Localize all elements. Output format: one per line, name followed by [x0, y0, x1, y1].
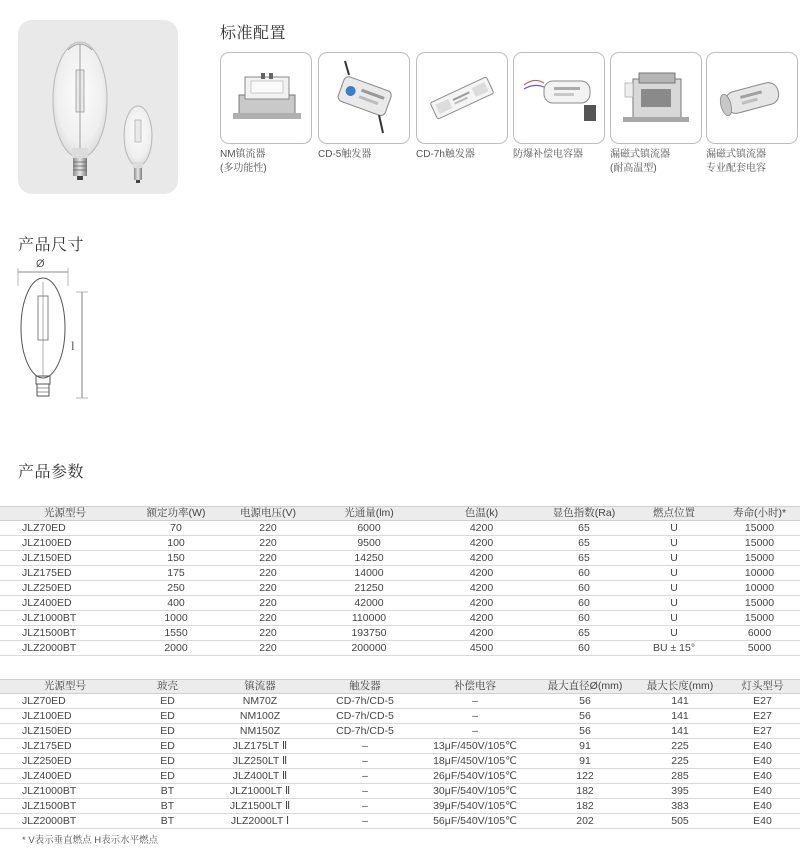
table-cell: 2000: [130, 641, 222, 656]
table-cell: 4200: [424, 551, 539, 566]
params-table-2-body: [0, 694, 800, 829]
table-cell: CD-7h/CD-5: [315, 694, 415, 709]
accessory-caption-nm-ballast: [220, 148, 316, 176]
table-cell: 30μF/540V/105℃: [415, 784, 535, 799]
table-cell: JLZ70ED: [0, 521, 130, 536]
table-row: [0, 551, 800, 566]
table-cell: 18μF/450V/105℃: [415, 754, 535, 769]
table-cell: 13μF/450V/105℃: [415, 739, 535, 754]
table-cell: JLZ2000BT: [0, 641, 130, 656]
table-cell: 220: [222, 521, 314, 536]
table-cell: JLZ400ED: [0, 769, 130, 784]
table-row: [0, 536, 800, 551]
accessory-caption-cd5-igniter: [318, 148, 414, 162]
table-cell: 9500: [314, 536, 424, 551]
col-header-max-length: 最大长度(mm): [635, 680, 725, 694]
col-header-lifetime: 寿命(小时)*: [719, 507, 800, 521]
table-cell: –: [415, 709, 535, 724]
table-cell: 14250: [314, 551, 424, 566]
table-cell: 14000: [314, 566, 424, 581]
caption-line-1: CD-7h触发器: [416, 149, 475, 160]
table-cell: BT: [130, 784, 205, 799]
lamp-outline-drawing: [14, 258, 94, 406]
table-cell: 56: [535, 709, 635, 724]
igniter-module-icon: [417, 53, 507, 143]
footnote: * V表示垂直燃点 H表示水平燃点: [22, 835, 159, 846]
table-cell: NM100Z: [205, 709, 315, 724]
col-header-burning-position: 燃点位置: [629, 507, 719, 521]
table-row: [0, 814, 800, 829]
table-cell: 10000: [719, 566, 800, 581]
table-row: [0, 626, 800, 641]
table-cell: 250: [130, 581, 222, 596]
col-header-capacitor: 补偿电容: [415, 680, 535, 694]
table-cell: 225: [635, 754, 725, 769]
col-header-bulb: 玻壳: [130, 680, 205, 694]
table-row: [0, 611, 800, 626]
table-cell: NM70Z: [205, 694, 315, 709]
table-cell: ED: [130, 694, 205, 709]
table-cell: NM150Z: [205, 724, 315, 739]
ballast-icon: [221, 53, 311, 143]
table-cell: JLZ1500LT Ⅱ: [205, 799, 315, 814]
table-cell: –: [315, 754, 415, 769]
diameter-symbol: Ø: [36, 258, 45, 270]
table-cell: 6000: [719, 626, 800, 641]
table-row: [0, 739, 800, 754]
table-cell: 220: [222, 641, 314, 656]
table-row: [0, 724, 800, 739]
table-row: [0, 596, 800, 611]
dimensions-title: 产品尺寸: [18, 237, 85, 254]
table-cell: U: [629, 626, 719, 641]
caption-line-2: (多功能性): [220, 163, 267, 174]
table-row: [0, 566, 800, 581]
table-cell: 65: [539, 536, 629, 551]
accessory-card-leakage-ballast[interactable]: [610, 52, 702, 144]
table-cell: JLZ1500BT: [0, 799, 130, 814]
table-cell: BT: [130, 799, 205, 814]
table-cell: 4200: [424, 521, 539, 536]
table-cell: 10000: [719, 581, 800, 596]
table-cell: –: [315, 799, 415, 814]
accessory-card-nm-ballast[interactable]: [220, 52, 312, 144]
table-cell: ED: [130, 769, 205, 784]
accessory-card-cd5-igniter[interactable]: [318, 52, 410, 144]
table-cell: –: [415, 694, 535, 709]
table-cell: 4200: [424, 611, 539, 626]
table-cell: 122: [535, 769, 635, 784]
table-cell: 65: [539, 521, 629, 536]
product-photo: [18, 20, 178, 194]
table-cell: 91: [535, 739, 635, 754]
accessory-caption-matching-capacitor: [706, 148, 800, 176]
accessory-card-matching-capacitor[interactable]: [706, 52, 798, 144]
table-row: [0, 784, 800, 799]
table-cell: –: [315, 739, 415, 754]
table-cell: 200000: [314, 641, 424, 656]
col-header-cri: 显色指数(Ra): [539, 507, 629, 521]
table-cell: 395: [635, 784, 725, 799]
col-header-flux: 光通量(lm): [314, 507, 424, 521]
table-row: [0, 754, 800, 769]
table-cell: 182: [535, 784, 635, 799]
table-cell: JLZ100ED: [0, 709, 130, 724]
table-cell: 4500: [424, 641, 539, 656]
table-cell: U: [629, 596, 719, 611]
table-row: [0, 694, 800, 709]
table-cell: 15000: [719, 536, 800, 551]
table-cell: 141: [635, 724, 725, 739]
igniter-icon: [319, 53, 409, 143]
table-cell: 285: [635, 769, 725, 784]
table-cell: 56: [535, 724, 635, 739]
col-header-max-diameter: 最大直径Ø(mm): [535, 680, 635, 694]
table-cell: 15000: [719, 551, 800, 566]
caption-line-2: 专业配套电容: [706, 163, 766, 174]
table-cell: 39μF/540V/105℃: [415, 799, 535, 814]
length-symbol: l: [71, 338, 75, 353]
table-cell: U: [629, 521, 719, 536]
table-cell: JLZ175LT Ⅱ: [205, 739, 315, 754]
table-cell: E40: [725, 784, 800, 799]
table-cell: 70: [130, 521, 222, 536]
table-cell: U: [629, 581, 719, 596]
table-cell: 15000: [719, 596, 800, 611]
params-table-1: [0, 506, 800, 656]
table-cell: 225: [635, 739, 725, 754]
col-header-base-type: 灯头型号: [725, 680, 800, 694]
table-cell: JLZ70ED: [0, 694, 130, 709]
table-cell: –: [315, 769, 415, 784]
table-cell: JLZ1000LT Ⅱ: [205, 784, 315, 799]
table-cell: 110000: [314, 611, 424, 626]
table-cell: JLZ400ED: [0, 596, 130, 611]
table-cell: 193750: [314, 626, 424, 641]
table-cell: 6000: [314, 521, 424, 536]
table-cell: 400: [130, 596, 222, 611]
table-row: [0, 709, 800, 724]
table-cell: 65: [539, 626, 629, 641]
table-cell: ED: [130, 739, 205, 754]
table-cell: JLZ250LT Ⅱ: [205, 754, 315, 769]
table-header-row: [0, 680, 800, 694]
table-cell: 1550: [130, 626, 222, 641]
table-cell: 60: [539, 641, 629, 656]
capacitor-icon: [514, 53, 604, 143]
table-cell: JLZ400LT Ⅱ: [205, 769, 315, 784]
table-cell: CD-7h/CD-5: [315, 724, 415, 739]
caption-line-2: (耐高温型): [610, 163, 657, 174]
table-cell: U: [629, 611, 719, 626]
table-row: [0, 581, 800, 596]
table-cell: JLZ1000BT: [0, 784, 130, 799]
caption-line-1: NM镇流器: [220, 149, 266, 160]
col-header-power: 额定功率(W): [130, 507, 222, 521]
accessory-card-capacitor[interactable]: [513, 52, 605, 144]
table-cell: 141: [635, 694, 725, 709]
table-cell: 220: [222, 596, 314, 611]
table-cell: 60: [539, 581, 629, 596]
table-cell: BT: [130, 814, 205, 829]
table-cell: JLZ150ED: [0, 724, 130, 739]
table-cell: 4200: [424, 626, 539, 641]
table-cell: JLZ1500BT: [0, 626, 130, 641]
accessory-caption-leakage-ballast: [610, 148, 706, 176]
table-cell: 4200: [424, 581, 539, 596]
table-cell: 4200: [424, 536, 539, 551]
table-cell: –: [415, 724, 535, 739]
table-cell: 56: [535, 694, 635, 709]
table-cell: 60: [539, 596, 629, 611]
col-header-igniter: 触发器: [315, 680, 415, 694]
table-cell: E40: [725, 799, 800, 814]
table-cell: 60: [539, 611, 629, 626]
matching-capacitor-icon: [707, 53, 797, 143]
table-header-row: [0, 507, 800, 521]
lamp-dimension-diagram: [14, 258, 94, 406]
metal-halide-lamps-illustration: [18, 20, 178, 194]
caption-line-1: 漏磁式镇流器: [706, 149, 766, 160]
table-cell: E27: [725, 694, 800, 709]
table-cell: 4200: [424, 566, 539, 581]
params-table-2: [0, 679, 800, 829]
table-cell: ED: [130, 724, 205, 739]
table-cell: 15000: [719, 521, 800, 536]
table-cell: 65: [539, 551, 629, 566]
table-cell: 141: [635, 709, 725, 724]
table-cell: 91: [535, 754, 635, 769]
table-cell: 150: [130, 551, 222, 566]
table-cell: 5000: [719, 641, 800, 656]
table-cell: E40: [725, 754, 800, 769]
table-cell: U: [629, 536, 719, 551]
table-cell: 26μF/540V/105℃: [415, 769, 535, 784]
table-row: [0, 799, 800, 814]
table-cell: 4200: [424, 596, 539, 611]
table-cell: JLZ175ED: [0, 739, 130, 754]
table-cell: E40: [725, 739, 800, 754]
col-header-model: 光源型号: [0, 507, 130, 521]
table-cell: –: [315, 784, 415, 799]
table-cell: JLZ2000LT Ⅰ: [205, 814, 315, 829]
params-table-1-body: [0, 521, 800, 656]
caption-line-1: 防爆补偿电容器: [513, 149, 583, 160]
table-cell: 220: [222, 566, 314, 581]
col-header-ballast: 镇流器: [205, 680, 315, 694]
table-cell: U: [629, 551, 719, 566]
table-cell: 220: [222, 626, 314, 641]
table-cell: E27: [725, 709, 800, 724]
table-cell: –: [315, 814, 415, 829]
table-cell: JLZ1000BT: [0, 611, 130, 626]
table-cell: 1000: [130, 611, 222, 626]
table-cell: JLZ100ED: [0, 536, 130, 551]
table-cell: 383: [635, 799, 725, 814]
accessory-card-cd7h-igniter[interactable]: [416, 52, 508, 144]
table-cell: U: [629, 566, 719, 581]
table-cell: JLZ175ED: [0, 566, 130, 581]
table-cell: 182: [535, 799, 635, 814]
table-cell: JLZ2000BT: [0, 814, 130, 829]
table-cell: 56μF/540V/105℃: [415, 814, 535, 829]
leakage-ballast-icon: [611, 53, 701, 143]
table-cell: E40: [725, 814, 800, 829]
caption-line-1: CD-5触发器: [318, 149, 372, 160]
standard-config-title: 标准配置: [220, 25, 287, 42]
table-cell: 60: [539, 566, 629, 581]
table-row: [0, 769, 800, 784]
table-cell: JLZ250ED: [0, 754, 130, 769]
table-cell: CD-7h/CD-5: [315, 709, 415, 724]
table-cell: JLZ150ED: [0, 551, 130, 566]
table-cell: 202: [535, 814, 635, 829]
table-cell: E40: [725, 769, 800, 784]
table-cell: E27: [725, 724, 800, 739]
accessory-caption-cd7h-igniter: [416, 148, 512, 162]
table-cell: 100: [130, 536, 222, 551]
params-title: 产品参数: [18, 464, 85, 481]
table-cell: 505: [635, 814, 725, 829]
table-cell: 15000: [719, 611, 800, 626]
col-header-cct: 色温(k): [424, 507, 539, 521]
table-cell: 220: [222, 611, 314, 626]
table-cell: 21250: [314, 581, 424, 596]
col-header-voltage: 电源电压(V): [222, 507, 314, 521]
table-cell: 220: [222, 536, 314, 551]
table-cell: 175: [130, 566, 222, 581]
accessory-caption-capacitor: [513, 148, 609, 162]
table-cell: JLZ250ED: [0, 581, 130, 596]
table-cell: ED: [130, 709, 205, 724]
table-row: [0, 641, 800, 656]
col-header-model: 光源型号: [0, 680, 130, 694]
table-row: [0, 521, 800, 536]
table-cell: BU ± 15°: [629, 641, 719, 656]
caption-line-1: 漏磁式镇流器: [610, 149, 670, 160]
table-cell: 220: [222, 581, 314, 596]
table-cell: 220: [222, 551, 314, 566]
table-cell: 42000: [314, 596, 424, 611]
table-cell: ED: [130, 754, 205, 769]
